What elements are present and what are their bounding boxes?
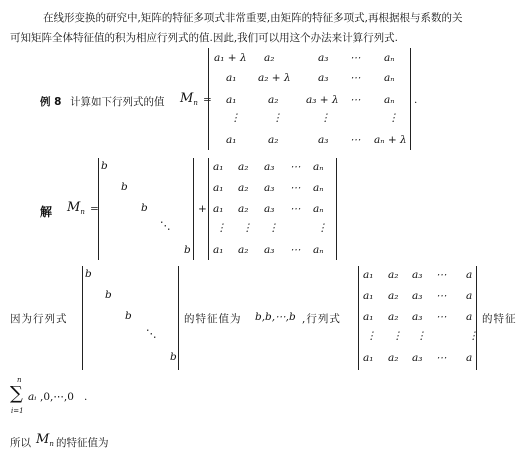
matrix-cell: ⋮ xyxy=(320,112,331,124)
matrix-cell: a₂ xyxy=(268,94,279,106)
matrix-cell: ⋯ xyxy=(350,52,361,64)
solution-diag-left-bar xyxy=(98,158,99,260)
because-values: b,b,⋯,b xyxy=(255,311,296,323)
example-det-left-bar xyxy=(208,48,209,150)
matrix-cell: a₁ xyxy=(363,311,374,323)
matrix-cell: a₃ xyxy=(318,52,329,64)
matrix-cell: aₙ xyxy=(384,52,395,64)
matrix-cell: ⋮ xyxy=(230,112,241,124)
example-end: . xyxy=(414,94,418,106)
paragraph-line-1: 在线形变换的研究中,矩阵的特征多项式非常重要,由矩阵的特征多项式,再根据根与系数的关 xyxy=(43,12,463,24)
matrix-cell: a₁ xyxy=(226,134,237,146)
because-suffix: 的特征 xyxy=(482,313,517,325)
matrix-cell: a₂ xyxy=(238,244,249,256)
matrix-cell: a₃ xyxy=(264,182,275,194)
because-diag-right-bar xyxy=(178,266,179,370)
matrix-cell: ⋯ xyxy=(350,94,361,106)
because-det-right-bar xyxy=(476,266,477,370)
matrix-cell: a₂ xyxy=(264,52,275,64)
example-var: $M_n$ xyxy=(180,91,198,107)
matrix-cell: a₂ xyxy=(238,161,249,173)
matrix-cell: a₃ xyxy=(264,161,275,173)
matrix-cell: a₃ xyxy=(264,244,275,256)
diag-dots: ⋱ xyxy=(146,328,157,340)
example-det-right-bar xyxy=(410,48,411,150)
matrix-cell: ⋯ xyxy=(290,182,301,194)
paragraph-line-2: 可知矩阵全体特征值的积为相应行列式的值.因此,我们可以用这个办法来计算行列式. xyxy=(10,32,399,44)
sum-rest: ,0,⋯,0 xyxy=(40,391,74,403)
because-det-left-bar xyxy=(358,266,359,370)
matrix-cell: a₂ xyxy=(388,290,399,302)
matrix-cell: a xyxy=(466,352,473,364)
matrix-cell: a₃ xyxy=(264,203,275,215)
matrix-cell: a₂ + λ xyxy=(258,72,291,84)
matrix-cell: aₙ xyxy=(313,203,324,215)
matrix-cell: ⋮ xyxy=(216,222,227,234)
matrix-cell: ⋯ xyxy=(436,311,447,323)
matrix-cell: ⋯ xyxy=(436,290,447,302)
example-label: 例 8 xyxy=(40,96,62,108)
solution-var: $M_n$ xyxy=(67,200,85,216)
because-diag-left-bar xyxy=(82,266,83,370)
final-suffix: 的特征值为 xyxy=(56,437,109,449)
matrix-cell: a₂ xyxy=(388,352,399,364)
matrix-cell: a₃ xyxy=(412,352,423,364)
final-prefix: 所以 xyxy=(10,437,31,449)
matrix-cell: a₁ xyxy=(226,72,237,84)
matrix-cell: aₙ + λ xyxy=(374,134,407,146)
matrix-cell: ⋯ xyxy=(290,203,301,215)
diag-entry: b xyxy=(105,289,112,301)
matrix-cell: a₁ xyxy=(213,161,224,173)
matrix-cell: a xyxy=(466,311,473,323)
matrix-cell: aₙ xyxy=(313,182,324,194)
matrix-cell: ⋮ xyxy=(468,330,479,342)
sum-term: aᵢ xyxy=(28,391,37,403)
matrix-cell: ⋯ xyxy=(290,161,301,173)
matrix-cell: a₃ xyxy=(318,134,329,146)
solution-plus: + xyxy=(198,203,207,215)
matrix-cell: aₙ xyxy=(313,161,324,173)
matrix-cell: a xyxy=(466,290,473,302)
matrix-cell: ⋮ xyxy=(317,222,328,234)
matrix-cell: a₃ xyxy=(412,311,423,323)
solution-diag-right-bar xyxy=(193,158,194,260)
matrix-cell: ⋯ xyxy=(290,244,301,256)
matrix-cell: ⋮ xyxy=(242,222,253,234)
matrix-cell: a₂ xyxy=(238,182,249,194)
matrix-cell: a₁ xyxy=(213,182,224,194)
diag-entry: b xyxy=(141,202,148,214)
matrix-cell: a₂ xyxy=(268,134,279,146)
because-prefix: 因为行列式 xyxy=(10,313,68,325)
matrix-cell: ⋮ xyxy=(272,112,283,124)
matrix-cell: a₃ xyxy=(412,269,423,281)
diag-entry: b xyxy=(184,244,191,256)
diag-entry: b xyxy=(125,310,132,322)
matrix-cell: ⋯ xyxy=(436,269,447,281)
sum-sigma: ∑ xyxy=(10,383,23,404)
matrix-cell: a₁ xyxy=(363,352,374,364)
matrix-cell: a₁ xyxy=(363,269,374,281)
because-middle: 的特征值为 xyxy=(184,313,242,325)
matrix-cell: a₃ xyxy=(412,290,423,302)
example-eq: = xyxy=(203,94,212,106)
final-var: $M_n$ xyxy=(36,432,54,448)
matrix-cell: a₁ xyxy=(226,94,237,106)
matrix-cell: aₙ xyxy=(384,94,395,106)
matrix-cell: ⋮ xyxy=(388,112,399,124)
matrix-cell: aₙ xyxy=(384,72,395,84)
sum-upper: n xyxy=(17,376,22,384)
matrix-cell: ⋮ xyxy=(392,330,403,342)
matrix-cell: a₁ xyxy=(213,203,224,215)
matrix-cell: ⋮ xyxy=(268,222,279,234)
matrix-cell: a₂ xyxy=(388,311,399,323)
matrix-cell: ⋮ xyxy=(366,330,377,342)
example-text: 计算如下行列式的值 xyxy=(70,96,165,108)
matrix-cell: a₁ xyxy=(363,290,374,302)
matrix-cell: a xyxy=(466,269,473,281)
sum-lower: i=1 xyxy=(11,407,24,415)
solution-label: 解 xyxy=(40,205,53,219)
diag-entry: b xyxy=(101,160,108,172)
matrix-cell: aₙ xyxy=(313,244,324,256)
sum-end: . xyxy=(84,391,88,403)
matrix-cell: ⋯ xyxy=(436,352,447,364)
diag-entry: b xyxy=(170,351,177,363)
diag-dots: ⋱ xyxy=(160,220,171,232)
matrix-cell: ⋯ xyxy=(350,72,361,84)
matrix-cell: a₂ xyxy=(238,203,249,215)
matrix-cell: a₁ + λ xyxy=(214,52,247,64)
solution-det-right-bar xyxy=(336,158,337,260)
diag-entry: b xyxy=(121,181,128,193)
matrix-cell: a₁ xyxy=(213,244,224,256)
solution-eq: = xyxy=(90,203,99,215)
diag-entry: b xyxy=(85,268,92,280)
matrix-cell: a₂ xyxy=(388,269,399,281)
matrix-cell: ⋯ xyxy=(350,134,361,146)
matrix-cell: a₃ xyxy=(318,72,329,84)
because-middle2: ,行列式 xyxy=(302,313,341,325)
matrix-cell: a₃ + λ xyxy=(306,94,339,106)
solution-det-left-bar xyxy=(208,158,209,260)
matrix-cell: ⋮ xyxy=(416,330,427,342)
